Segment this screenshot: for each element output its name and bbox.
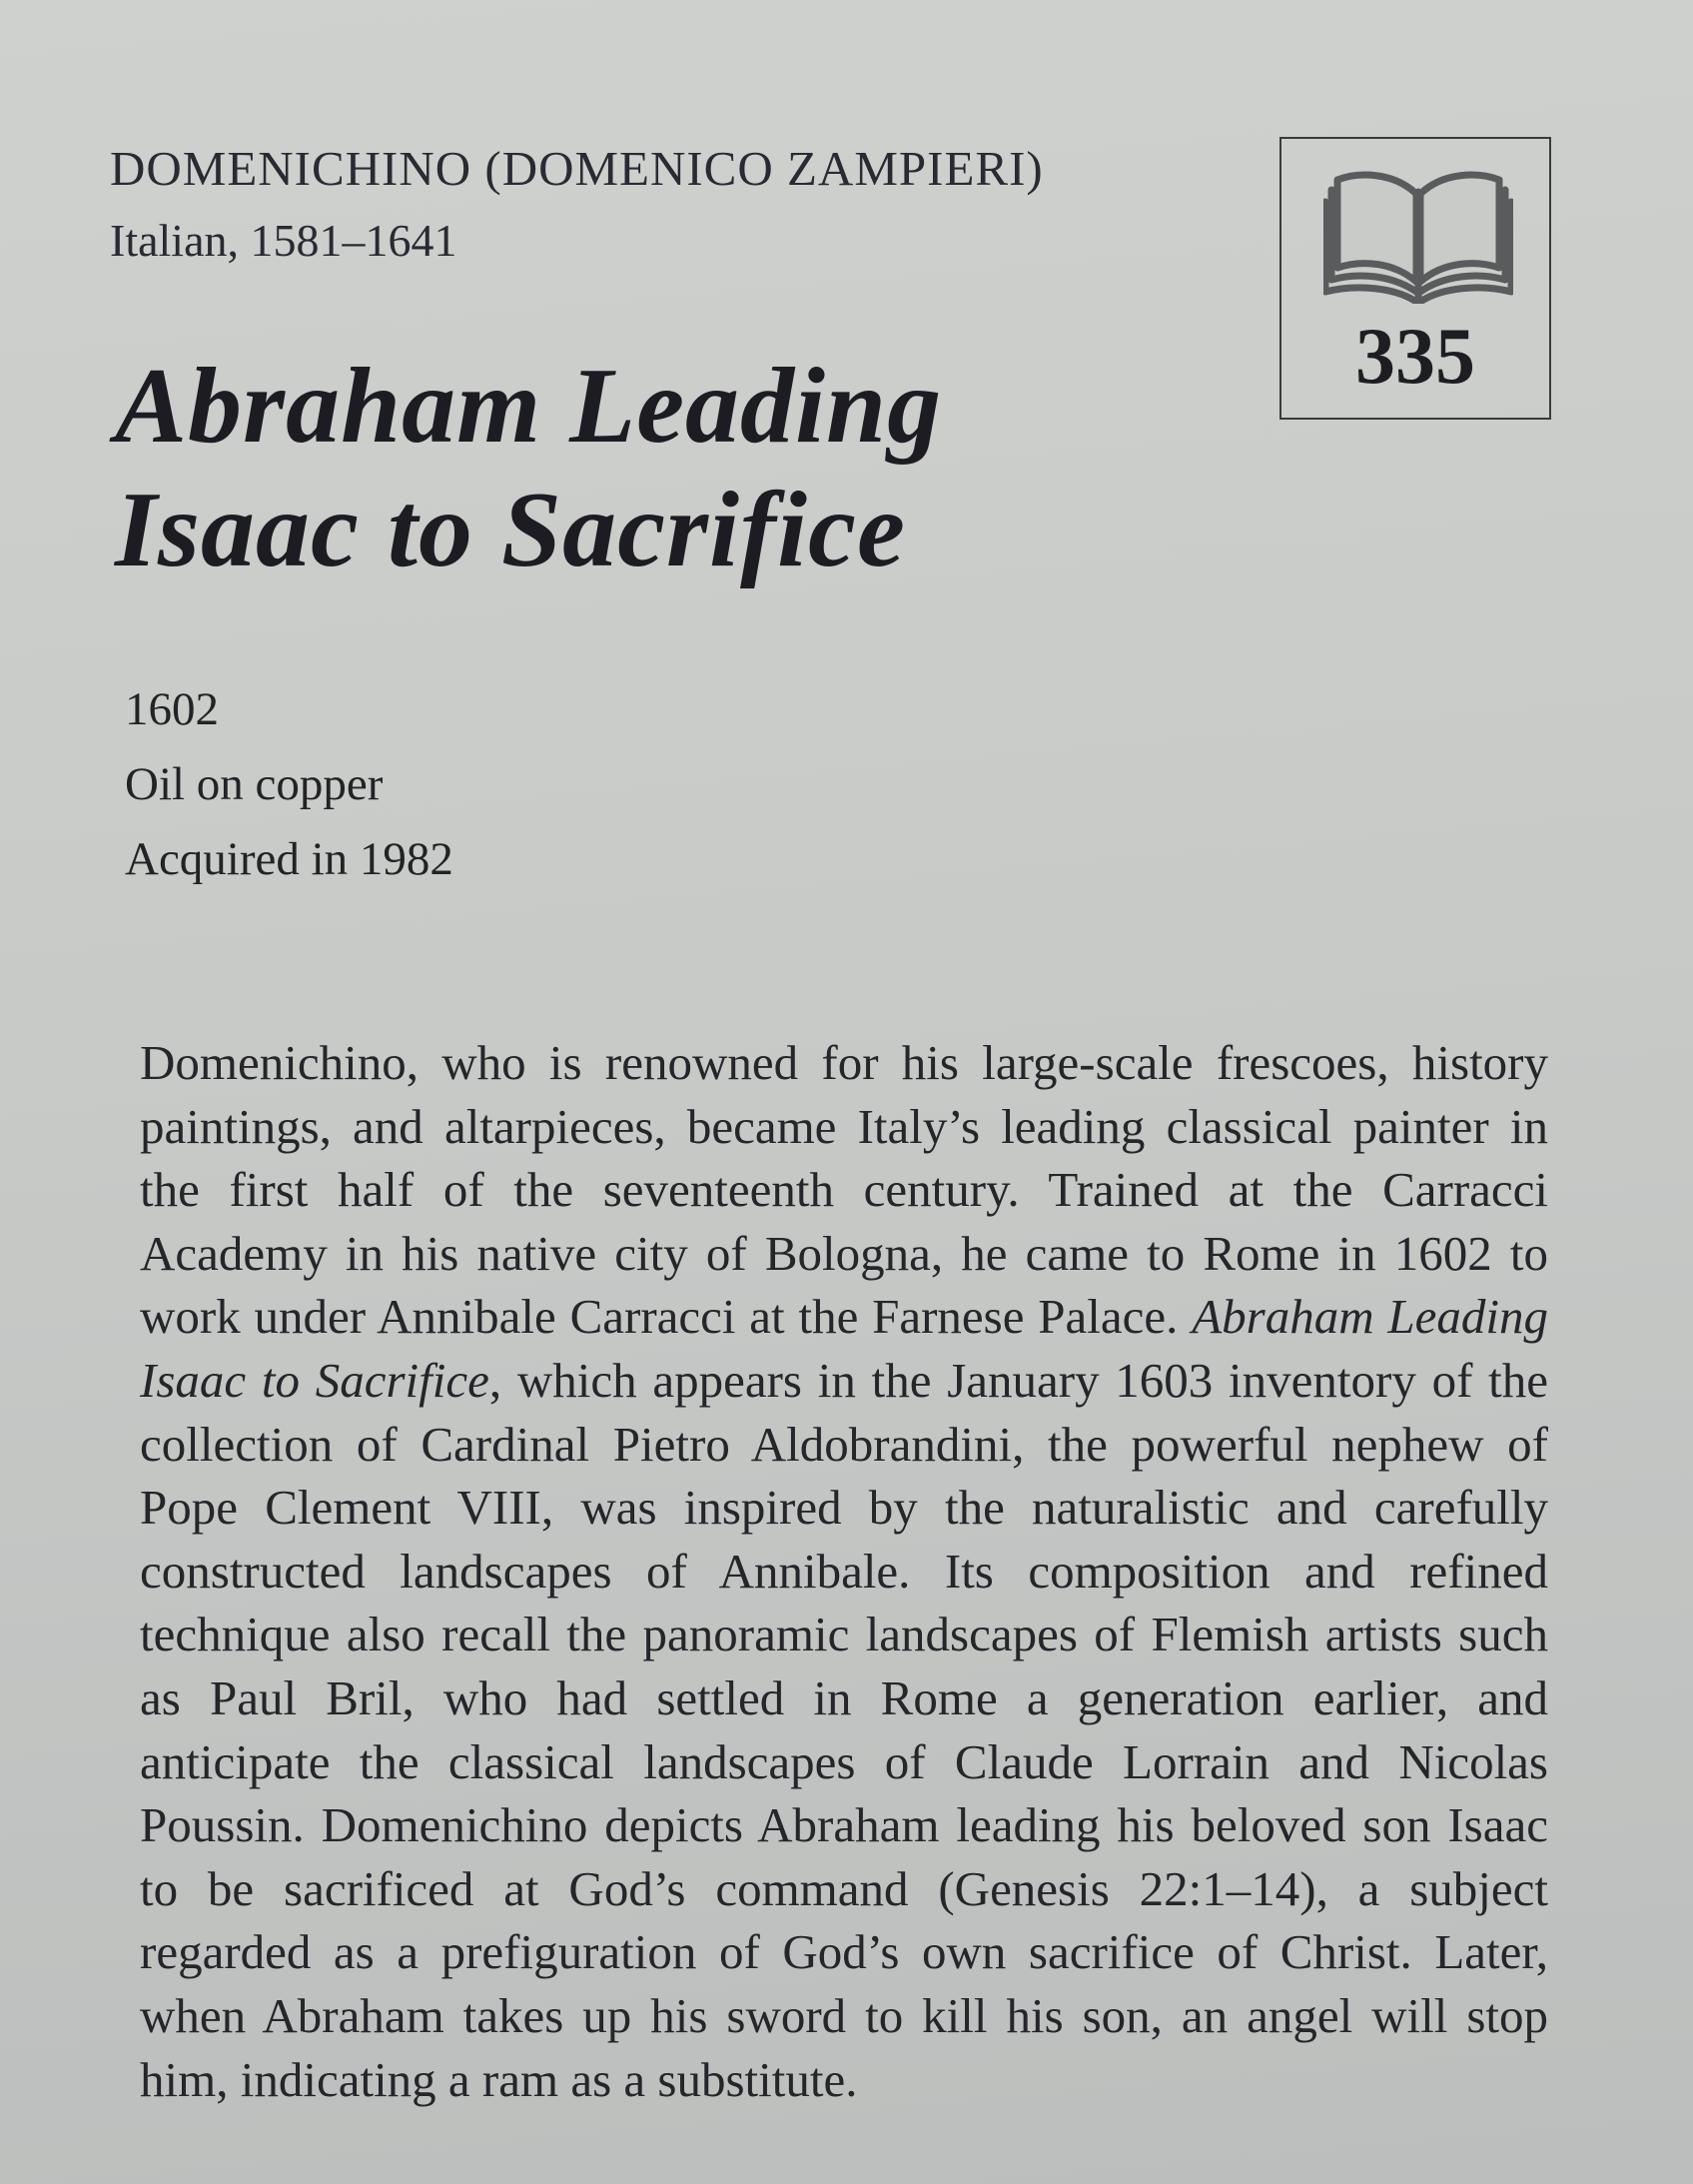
artwork-medium: Oil on copper [125, 758, 384, 810]
artist-nationality-dates: Italian, 1581–1641 [110, 215, 457, 266]
audio-stop-number: 335 [1355, 313, 1475, 401]
description-italic-title: Abraham Leading Isaac to Sacrifice [140, 1289, 1548, 1408]
open-book-icon [1323, 164, 1513, 304]
description-text-part-2: , which appears in the January 1603 inventory of the collection of Cardinal Pietro Aldobrandini, the powerful nephew of Pope Clement VIII, was inspired by the naturalistic and carefully constructed landscapes of Annibale. Its composition and refined technique also recall the panoramic landscapes of Flemish artists such as Paul Bril, who had settled in Rome a generation earlier, and anticipate the classical landscapes of Claude Lorrain and Nicolas Poussin. Domenichino depicts Abraham leading his beloved son Isaac to be sacrificed at God’s command (Genesis 22:1–14), a subject regarded as a prefiguration of God’s own sacrifice of Christ. Later, when Abraham takes up his sword to kill his son, an angel will stop him, indicating a ram as a substitute. [140, 1352, 1549, 2107]
artwork-title-line-1: Abraham Leading [115, 347, 943, 466]
artwork-title [115, 345, 942, 592]
audio-guide-box [1279, 137, 1551, 420]
artwork-details [125, 672, 453, 897]
artwork-title-line-2: Isaac to Sacrifice [115, 471, 906, 589]
artwork-date: 1602 [125, 683, 219, 735]
artwork-description [140, 1031, 1548, 2111]
description-text-part-1: Domenichino, who is renowned for his large-scale frescoes, history paintings, and altarpieces, became Italy’s leading classical painter in the first half of the seventeenth century. Trained at the Carracci Academy in his native city of Bologna, he came to Rome in 1602 to work under Annibale Carracci at the Farnese Palace. [140, 1035, 1548, 1345]
artist-name: DOMENICHINO (DOMENICO ZAMPIERI) [110, 141, 1044, 196]
artwork-acquisition: Acquired in 1982 [125, 833, 453, 885]
